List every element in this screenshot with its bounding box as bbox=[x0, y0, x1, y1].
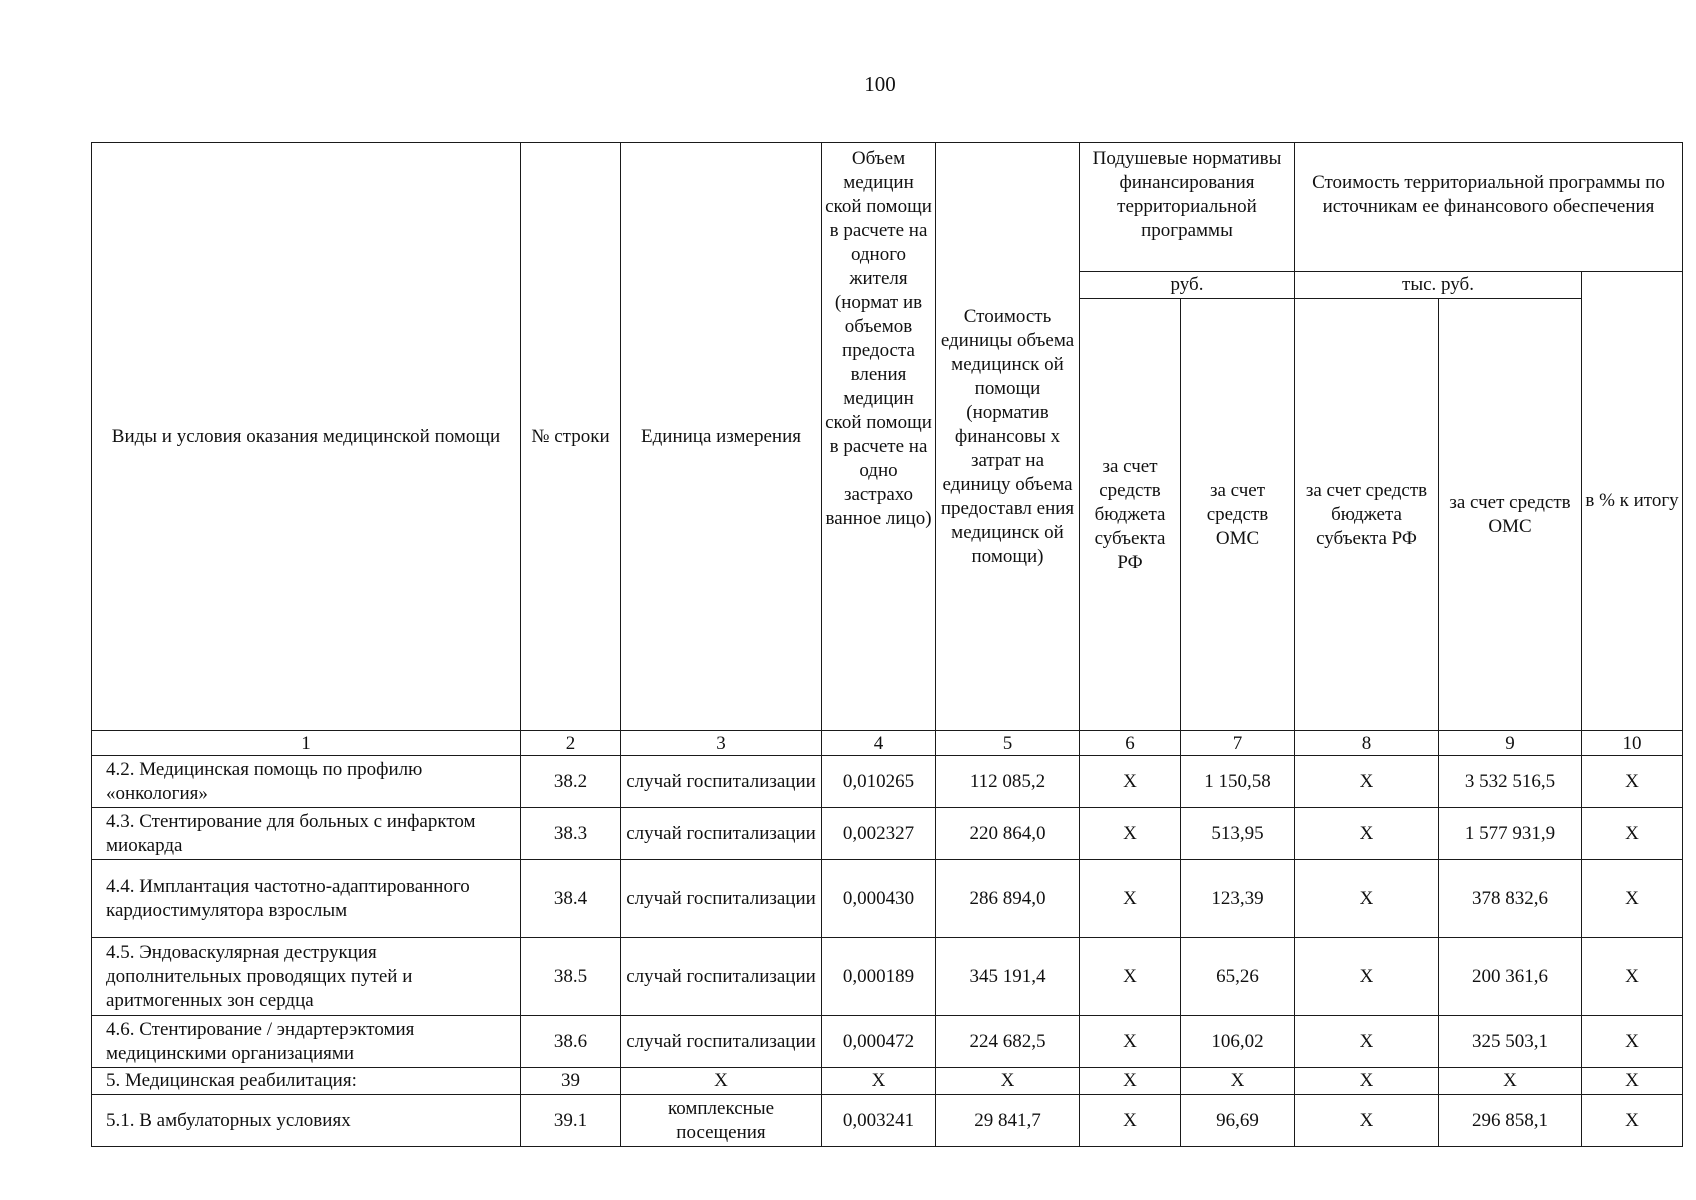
row-volume: 0,000189 bbox=[822, 938, 936, 1016]
row-volume: 0,003241 bbox=[822, 1095, 936, 1147]
row-unit-cost: X bbox=[936, 1068, 1080, 1095]
header-per-capita-group: Подушевые нормативы финансирования территориальной программы bbox=[1080, 143, 1295, 272]
table-row bbox=[92, 1068, 1683, 1095]
page-number: 100 bbox=[864, 72, 896, 96]
row-unit: случай госпитализации bbox=[621, 860, 822, 938]
row-oms-rub: 513,95 bbox=[1181, 808, 1295, 860]
column-number: 5 bbox=[936, 731, 1080, 756]
column-numbers-row bbox=[92, 731, 1683, 756]
row-line-number: 38.2 bbox=[521, 756, 621, 808]
row-oms-rub: 106,02 bbox=[1181, 1016, 1295, 1068]
column-number: 1 bbox=[92, 731, 521, 756]
row-unit-cost: 29 841,7 bbox=[936, 1095, 1080, 1147]
row-budget-rub: X bbox=[1080, 1068, 1181, 1095]
row-volume: X bbox=[822, 1068, 936, 1095]
column-number: 4 bbox=[822, 731, 936, 756]
row-unit-cost: 345 191,4 bbox=[936, 938, 1080, 1016]
row-line-number: 39.1 bbox=[521, 1095, 621, 1147]
row-budget-rub: X bbox=[1080, 860, 1181, 938]
header-percent: в % к итогу bbox=[1582, 272, 1683, 731]
header-kind: Виды и условия оказания медицинской помощи bbox=[92, 143, 521, 731]
financing-table bbox=[91, 142, 1683, 1147]
header-budget-rub: за счет средств бюджета субъекта РФ bbox=[1080, 299, 1181, 731]
table-row bbox=[92, 860, 1683, 938]
row-unit: X bbox=[621, 1068, 822, 1095]
column-number: 2 bbox=[521, 731, 621, 756]
column-number: 8 bbox=[1295, 731, 1439, 756]
row-oms-rub: 123,39 bbox=[1181, 860, 1295, 938]
row-unit-cost: 286 894,0 bbox=[936, 860, 1080, 938]
row-oms-total: 3 532 516,5 bbox=[1439, 756, 1582, 808]
header-oms-rub: за счет средств ОМС bbox=[1181, 299, 1295, 731]
column-number: 6 bbox=[1080, 731, 1181, 756]
row-unit: случай госпитализации bbox=[621, 1016, 822, 1068]
column-number: 7 bbox=[1181, 731, 1295, 756]
header-unit: Единица измерения bbox=[621, 143, 822, 731]
row-percent: X bbox=[1582, 938, 1683, 1016]
row-unit-cost: 224 682,5 bbox=[936, 1016, 1080, 1068]
row-oms-total: X bbox=[1439, 1068, 1582, 1095]
row-volume: 0,010265 bbox=[822, 756, 936, 808]
row-volume: 0,002327 bbox=[822, 808, 936, 860]
table-row bbox=[92, 1095, 1683, 1147]
row-percent: X bbox=[1582, 1068, 1683, 1095]
header-unit-rub: руб. bbox=[1080, 272, 1295, 299]
table-row bbox=[92, 938, 1683, 1016]
table-row bbox=[92, 808, 1683, 860]
row-budget-total: X bbox=[1295, 938, 1439, 1016]
header-program-cost-group: Стоимость территориальной программы по источникам ее финансового обеспечения bbox=[1295, 143, 1683, 272]
row-oms-total: 200 361,6 bbox=[1439, 938, 1582, 1016]
table-row bbox=[92, 756, 1683, 808]
row-unit-cost: 112 085,2 bbox=[936, 756, 1080, 808]
row-budget-total: X bbox=[1295, 1016, 1439, 1068]
row-oms-rub: 65,26 bbox=[1181, 938, 1295, 1016]
row-percent: X bbox=[1582, 808, 1683, 860]
table-row bbox=[92, 1016, 1683, 1068]
row-unit: случай госпитализации bbox=[621, 938, 822, 1016]
row-budget-total: X bbox=[1295, 808, 1439, 860]
row-percent: X bbox=[1582, 860, 1683, 938]
header-volume: Объем медицин ской помощи в расчете на одного жителя (нормат ив объемов предоста вления медицин ской помощи в расчете на одно застрахо ванное лицо) bbox=[822, 143, 936, 731]
row-line-number: 38.6 bbox=[521, 1016, 621, 1068]
row-name: 5.1. В амбулаторных условиях bbox=[92, 1095, 521, 1147]
row-name: 4.6. Стентирование / эндартерэктомия медицинскими организациями bbox=[92, 1016, 521, 1068]
column-number: 10 bbox=[1582, 731, 1683, 756]
row-line-number: 38.3 bbox=[521, 808, 621, 860]
row-oms-total: 378 832,6 bbox=[1439, 860, 1582, 938]
header-unit-cost: Стоимость единицы объема медицинск ой помощи (норматив финансовы х затрат на единицу объема предоставл ения медицинск ой помощи) bbox=[936, 143, 1080, 731]
row-name: 5. Медицинская реабилитация: bbox=[92, 1068, 521, 1095]
row-unit: комплексные посещения bbox=[621, 1095, 822, 1147]
row-percent: X bbox=[1582, 1095, 1683, 1147]
header-budget-total: за счет средств бюджета субъекта РФ bbox=[1295, 299, 1439, 731]
row-unit-cost: 220 864,0 bbox=[936, 808, 1080, 860]
row-percent: X bbox=[1582, 756, 1683, 808]
row-volume: 0,000430 bbox=[822, 860, 936, 938]
header-line-number: № строки bbox=[521, 143, 621, 731]
row-budget-rub: X bbox=[1080, 1016, 1181, 1068]
row-volume: 0,000472 bbox=[822, 1016, 936, 1068]
row-budget-rub: X bbox=[1080, 1095, 1181, 1147]
row-line-number: 38.5 bbox=[521, 938, 621, 1016]
row-line-number: 38.4 bbox=[521, 860, 621, 938]
row-unit: случай госпитализации bbox=[621, 808, 822, 860]
row-budget-total: X bbox=[1295, 860, 1439, 938]
row-oms-total: 296 858,1 bbox=[1439, 1095, 1582, 1147]
row-oms-total: 1 577 931,9 bbox=[1439, 808, 1582, 860]
row-budget-total: X bbox=[1295, 1095, 1439, 1147]
row-budget-rub: X bbox=[1080, 808, 1181, 860]
row-budget-rub: X bbox=[1080, 938, 1181, 1016]
row-unit: случай госпитализации bbox=[621, 756, 822, 808]
row-name: 4.5. Эндоваскулярная деструкция дополнительных проводящих путей и аритмогенных зон сердца bbox=[92, 938, 521, 1016]
row-oms-total: 325 503,1 bbox=[1439, 1016, 1582, 1068]
row-budget-total: X bbox=[1295, 756, 1439, 808]
row-percent: X bbox=[1582, 1016, 1683, 1068]
row-oms-rub: 1 150,58 bbox=[1181, 756, 1295, 808]
column-number: 9 bbox=[1439, 731, 1582, 756]
row-name: 4.2. Медицинская помощь по профилю «онкология» bbox=[92, 756, 521, 808]
row-name: 4.3. Стентирование для больных с инфарктом миокарда bbox=[92, 808, 521, 860]
column-number: 3 bbox=[621, 731, 822, 756]
row-line-number: 39 bbox=[521, 1068, 621, 1095]
header-oms-total: за счет средств ОМС bbox=[1439, 299, 1582, 731]
row-budget-total: X bbox=[1295, 1068, 1439, 1095]
row-budget-rub: X bbox=[1080, 756, 1181, 808]
row-oms-rub: X bbox=[1181, 1068, 1295, 1095]
header-unit-thousand-rub: тыс. руб. bbox=[1295, 272, 1582, 299]
row-name: 4.4. Имплантация частотно-адаптированного кардиостимулятора взрослым bbox=[92, 860, 521, 938]
row-oms-rub: 96,69 bbox=[1181, 1095, 1295, 1147]
